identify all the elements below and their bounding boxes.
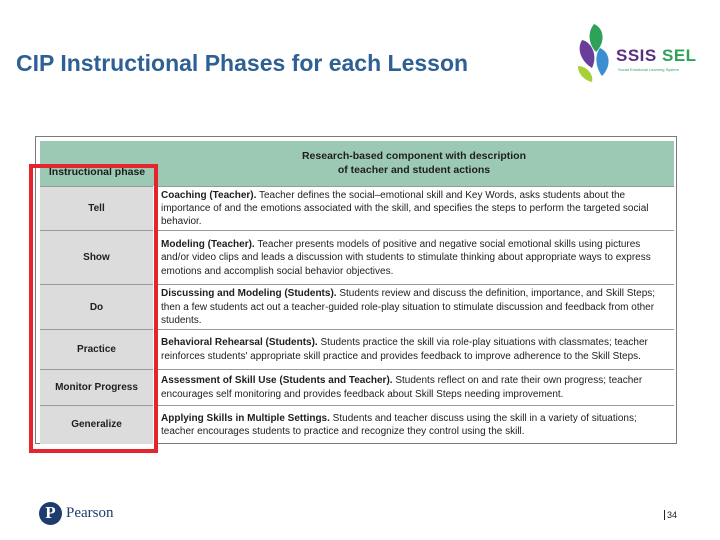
logo-brand: SSIS xyxy=(616,46,657,65)
pearson-logo xyxy=(39,502,129,526)
component-name: Applying Skills in Multiple Settings. xyxy=(161,412,330,424)
component-name: Modeling (Teacher). xyxy=(161,238,255,250)
phase-cell: Generalize xyxy=(40,406,154,444)
pearson-icon xyxy=(39,502,62,525)
component-text: Students practice the skill via role-play situations with classmates; teacher reinforces students' appropriate skill practice and provides feedback to improve adherence to the Skill Steps. xyxy=(161,337,648,362)
header-description-line2: of teacher and student actions xyxy=(337,164,491,177)
component-text: Students review and discuss the definition, importance, and Skill Steps; then a few students act out a teacher-guided role-play situation to stimulate discussion and feedback from other students. xyxy=(161,288,656,326)
description-cell xyxy=(154,231,674,285)
component-text: Teacher presents models of positive and negative social emotional skills using pictures and/or video clips and leads a discussion with students to stimulate thinking about appropriate ways to express emotions and accomplish social behavior objectives. xyxy=(161,238,651,277)
pearson-wordmark: Pearson xyxy=(66,505,114,521)
description-cell xyxy=(154,285,674,330)
phase-cell: Monitor Progress xyxy=(40,370,154,406)
component-name: Behavioral Rehearsal (Students). xyxy=(161,337,318,349)
pearson-icon-letter: P xyxy=(45,503,56,522)
description-cell xyxy=(154,406,674,444)
phase-cell: Tell xyxy=(40,186,154,231)
ssis-sel-logo xyxy=(572,22,697,84)
slide-title: CIP Instructional Phases for each Lesson xyxy=(16,50,469,76)
header-description xyxy=(154,141,674,186)
header-description-line1: Research-based component with description xyxy=(301,150,527,163)
component-name: Discussing and Modeling (Students). xyxy=(161,288,337,300)
description-cell xyxy=(154,330,674,370)
component-text: Students and teacher discuss using the skill in a variety of situations; teacher encourages students to practice and recognize they control using the skill. xyxy=(161,412,637,438)
description-cell xyxy=(154,186,674,231)
phase-cell: Practice xyxy=(40,330,154,370)
header-phase: Instructional phase xyxy=(40,141,154,186)
phase-column-highlight-box xyxy=(29,164,158,453)
phase-cell: Show xyxy=(40,231,154,285)
description-cell xyxy=(154,370,674,406)
phase-cell: Do xyxy=(40,285,154,330)
logo-suffix: SEL xyxy=(661,46,697,65)
component-name: Coaching (Teacher). xyxy=(161,189,257,201)
page-number: 34 xyxy=(664,510,677,520)
ssis-logo-icon xyxy=(572,22,618,84)
component-text: Students reflect on and rate their own progress; teacher encourages self monitoring and provides feedback about Skill Steps needing improvement. xyxy=(161,375,643,400)
logo-tagline: Social Emotional Learning System xyxy=(618,67,679,72)
component-text: Teacher defines the social–emotional skill and Key Words, asks students about the importance of and the emotions associated with the skill, and specifies the steps to perform the targeted social behavior. xyxy=(161,189,649,228)
logo-wordmark xyxy=(616,46,697,66)
component-name: Assessment of Skill Use (Students and Teacher). xyxy=(161,375,393,387)
